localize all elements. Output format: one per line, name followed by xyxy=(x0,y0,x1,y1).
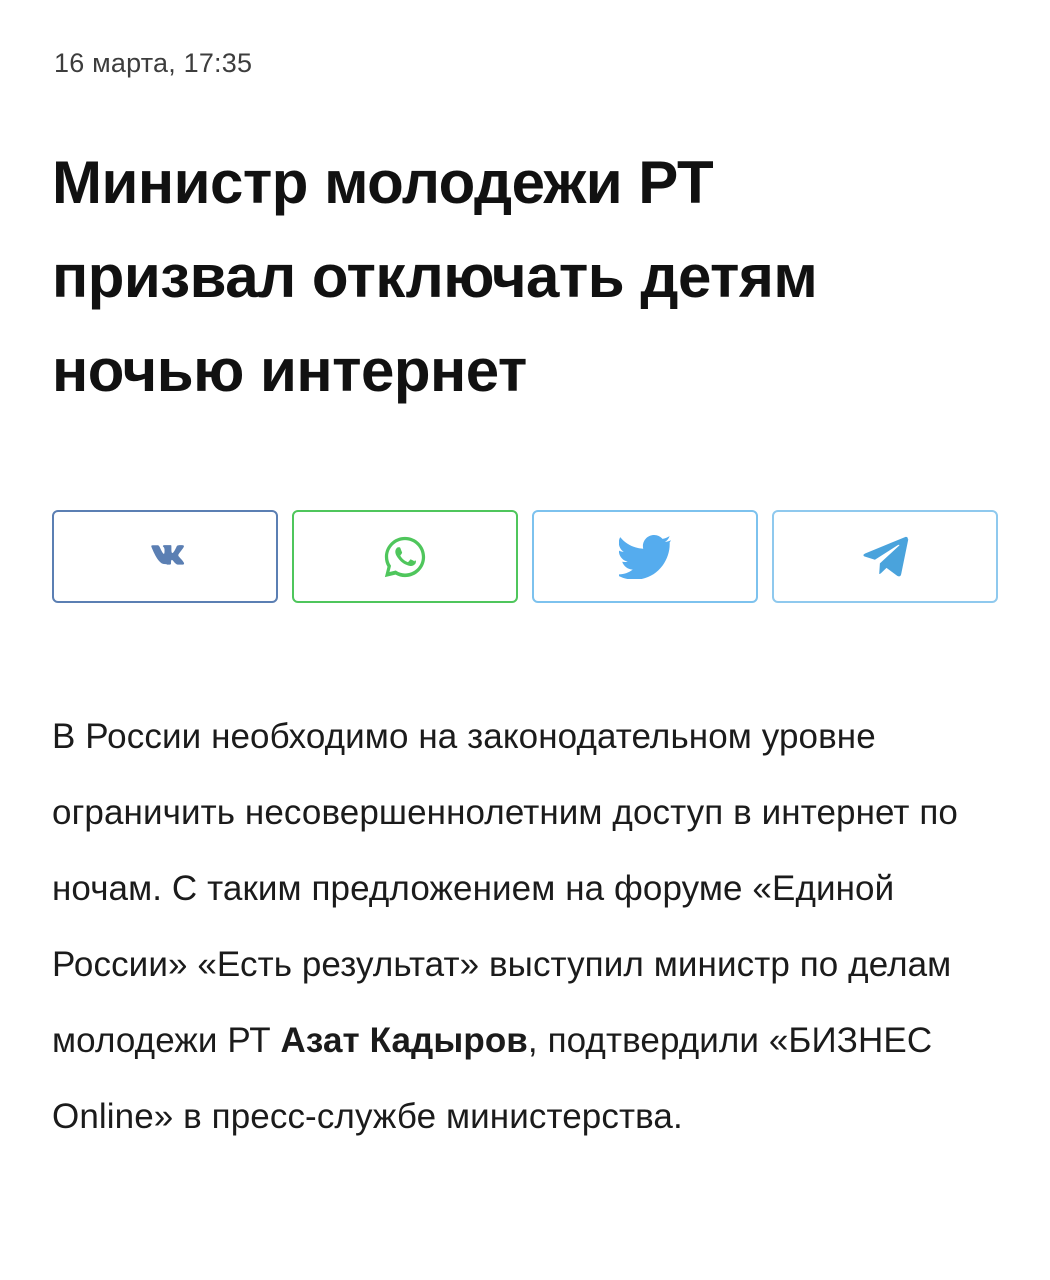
twitter-bird-icon xyxy=(619,535,671,579)
publish-timestamp: 16 марта, 17:35 xyxy=(54,48,253,78)
page-title: Министр молодежи РТ призвал отключать детям ночью интернет xyxy=(52,149,818,404)
vk-icon xyxy=(137,540,193,574)
share-button-twitter[interactable] xyxy=(532,510,758,603)
article-lead-paragraph xyxy=(52,699,998,1155)
lead-part-1: В России необходимо на законодательном уровне ограничить несовершеннолетним доступ в интернет по ночам. С таким предложением на форуме «Единой России» «Есть результат» выступил министр по делам молодежи РТ xyxy=(52,717,958,1060)
whatsapp-icon xyxy=(382,534,428,580)
telegram-plane-icon xyxy=(861,536,909,578)
lead-part-2: , подтвердили «БИЗНЕС Online» в пресс-службе министерства. xyxy=(52,1021,933,1136)
share-button-telegram[interactable] xyxy=(772,510,998,603)
share-button-whatsapp[interactable] xyxy=(292,510,518,603)
share-buttons-row xyxy=(52,510,998,603)
person-name: Азат Кадыров xyxy=(280,1021,528,1060)
share-button-vk[interactable] xyxy=(52,510,278,603)
